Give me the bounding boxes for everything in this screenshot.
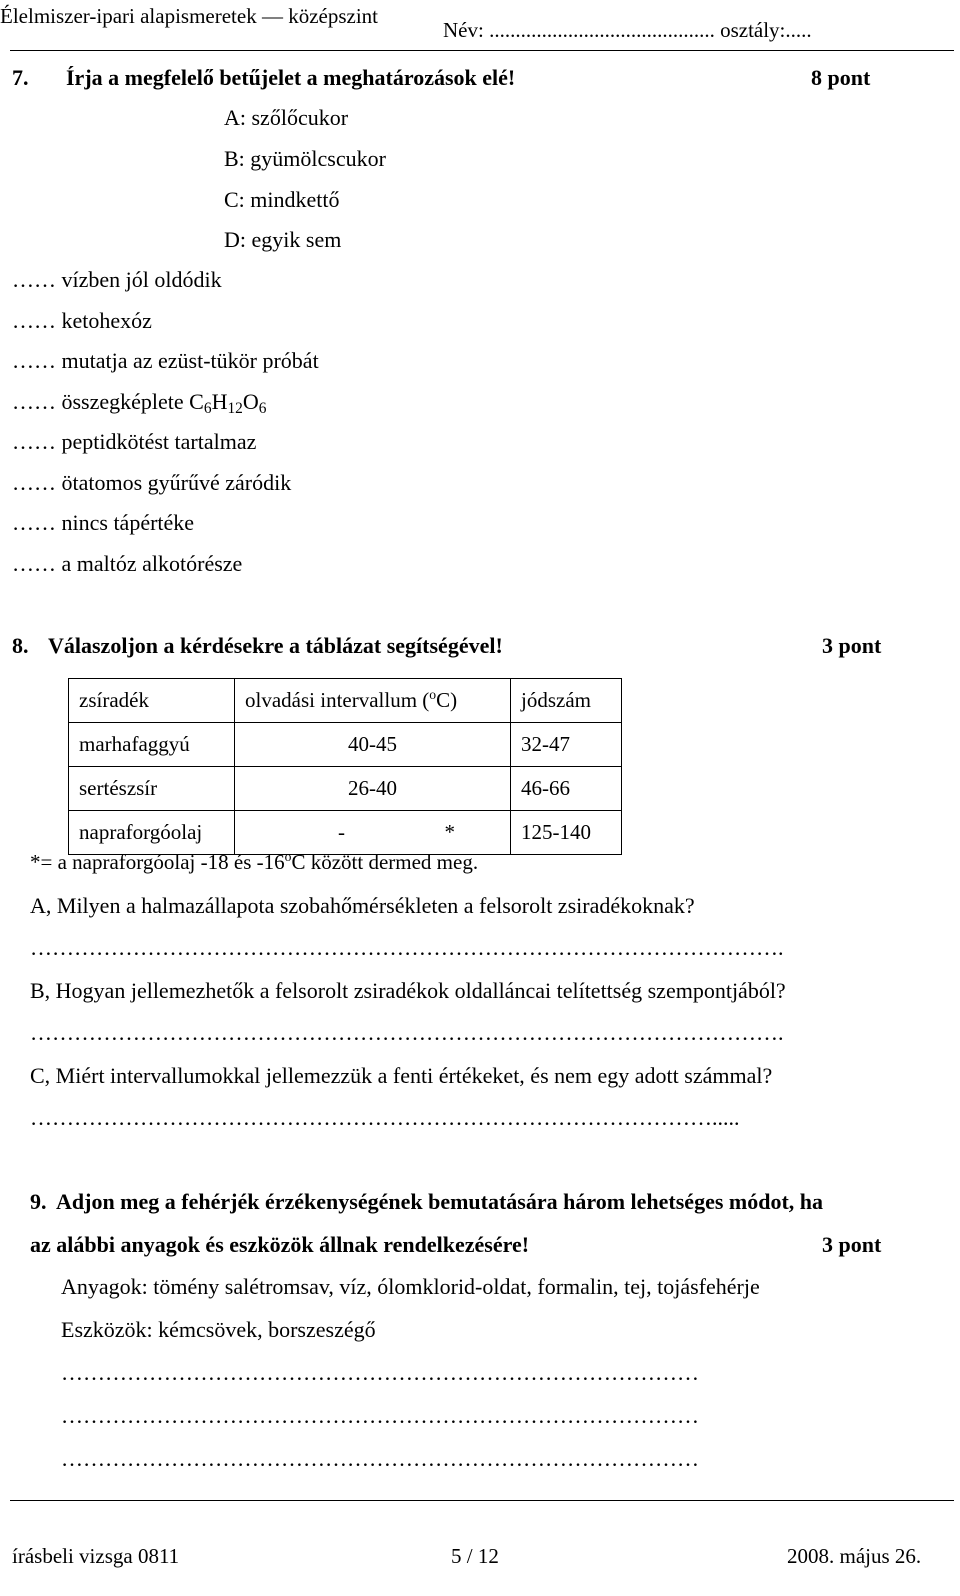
table-header-cell: olvadási intervallum ($^o$C) xyxy=(235,679,511,723)
q7-item-blank: …… xyxy=(12,470,56,495)
table-cell: - * xyxy=(235,811,511,855)
table-header-row xyxy=(69,679,622,723)
q9-title-line2: az alábbi anyagok és eszközök állnak rendelkezésére! xyxy=(30,1232,530,1257)
header-rule xyxy=(10,50,954,51)
q9-number: 9. xyxy=(30,1189,47,1214)
q8-title: Válaszoljon a kérdésekre a táblázat segítségével! xyxy=(48,633,503,658)
q7-item-text: ketohexóz xyxy=(61,308,152,333)
table-header-cell: jódszám xyxy=(511,679,622,723)
footer-rule xyxy=(10,1500,954,1501)
header-name-class-field: Név: ........................................... osztály:..... xyxy=(443,18,812,42)
q7-number: 7. xyxy=(12,65,29,90)
q7-item xyxy=(12,269,222,291)
q7-item xyxy=(12,431,256,453)
q8-footnote: *= a napraforgóolaj -18 és -16$^o$C között dermed meg. xyxy=(30,849,479,874)
q9-tools: Eszközök: kémcsövek, borszeszégő xyxy=(61,1317,376,1342)
q7-item-blank: …… xyxy=(12,348,56,373)
header-subject: Élelmiszer-ipari alapismeretek — középszint xyxy=(0,4,379,28)
q7-item-blank: …… xyxy=(12,429,56,454)
q8-answer-line-c: …………………………………………………………………………………..... xyxy=(30,1105,740,1130)
q7-item-text: vízben jól oldódik xyxy=(61,267,222,292)
q7-item-text: ötatomos gyűrűvé záródik xyxy=(61,470,292,495)
q7-item-blank: …… xyxy=(12,267,56,292)
table-row xyxy=(69,723,622,767)
table-row xyxy=(69,811,622,855)
table-cell: 26-40 xyxy=(235,767,511,811)
footer-exam-code: írásbeli vizsga 0811 xyxy=(12,1544,180,1568)
q7-item xyxy=(12,310,152,332)
q7-item-text: nincs tápértéke xyxy=(61,510,195,535)
q7-option-a: A: szőlőcukor xyxy=(224,105,349,130)
table-row xyxy=(69,767,622,811)
chemical-formula: $C_6H_{12}O_6$ xyxy=(189,389,267,417)
q8-points: 3 pont xyxy=(822,633,882,658)
q9-materials: Anyagok: tömény salétromsav, víz, ólomklorid-oldat, formalin, tej, tojásfehérje xyxy=(61,1274,760,1299)
table-cell: 32-47 xyxy=(511,723,622,767)
q7-option-b: B: gyümölcscukor xyxy=(224,146,386,171)
q7-item xyxy=(12,350,319,372)
q7-item-blank: …… xyxy=(12,389,56,414)
table-cell: 46-66 xyxy=(511,767,622,811)
q7-item xyxy=(12,553,242,575)
q7-item xyxy=(12,512,194,534)
q7-item-text: a maltóz alkotórésze xyxy=(61,551,243,576)
table-cell: marhafaggyú xyxy=(69,723,235,767)
table-header-cell: zsíradék xyxy=(69,679,235,723)
q7-item xyxy=(12,472,291,494)
q9-answer-line: …………………………………………………………………………… xyxy=(61,1360,699,1385)
q9-points: 3 pont xyxy=(822,1232,882,1257)
table-cell: sertészsír xyxy=(69,767,235,811)
q7-item-blank: …… xyxy=(12,551,56,576)
q7-title: Írja a megfelelő betűjelet a meghatározások elé! xyxy=(66,65,516,90)
q7-item-text: peptidkötést tartalmaz xyxy=(61,429,257,454)
q9-answer-line: …………………………………………………………………………… xyxy=(61,1403,699,1428)
q8-answer-line-a: …………………………………………………………………………………………. xyxy=(30,935,784,960)
q8-answer-line-b: …………………………………………………………………………………………. xyxy=(30,1020,784,1045)
q7-item-text: mutatja az ezüst-tükör próbát xyxy=(61,348,319,373)
q7-option-d: D: egyik sem xyxy=(224,227,342,252)
table-cell: napraforgóolaj xyxy=(69,811,235,855)
q8-number: 8. xyxy=(12,633,29,658)
fat-properties-table xyxy=(68,678,622,855)
q8-question-b: B, Hogyan jellemezhetők a felsorolt zsiradékok oldalláncai telítettség szempontjából? xyxy=(30,978,786,1003)
q8-question-a: A, Milyen a halmazállapota szobahőmérsékleten a felsorolt zsiradékoknak? xyxy=(30,893,695,918)
q7-item-blank: …… xyxy=(12,308,56,333)
q8-question-c: C, Miért intervallumokkal jellemezzük a fenti értékeket, és nem egy adott számmal? xyxy=(30,1063,773,1088)
table-cell: 125-140 xyxy=(511,811,622,855)
table-cell: 40-45 xyxy=(235,723,511,767)
q7-item-blank: …… xyxy=(12,510,56,535)
q7-item-text: összegképlete xyxy=(61,389,184,414)
q9-answer-line: …………………………………………………………………………… xyxy=(61,1446,699,1471)
q9-title-line1: Adjon meg a fehérjék érzékenységének bemutatására három lehetséges módot, ha xyxy=(56,1189,824,1214)
footer-page-number: 5 / 12 xyxy=(451,1544,499,1568)
q7-option-c: C: mindkettő xyxy=(224,187,340,212)
footer-date: 2008. május 26. xyxy=(787,1544,922,1568)
q7-points: 8 pont xyxy=(811,65,871,90)
q7-item xyxy=(12,389,267,417)
